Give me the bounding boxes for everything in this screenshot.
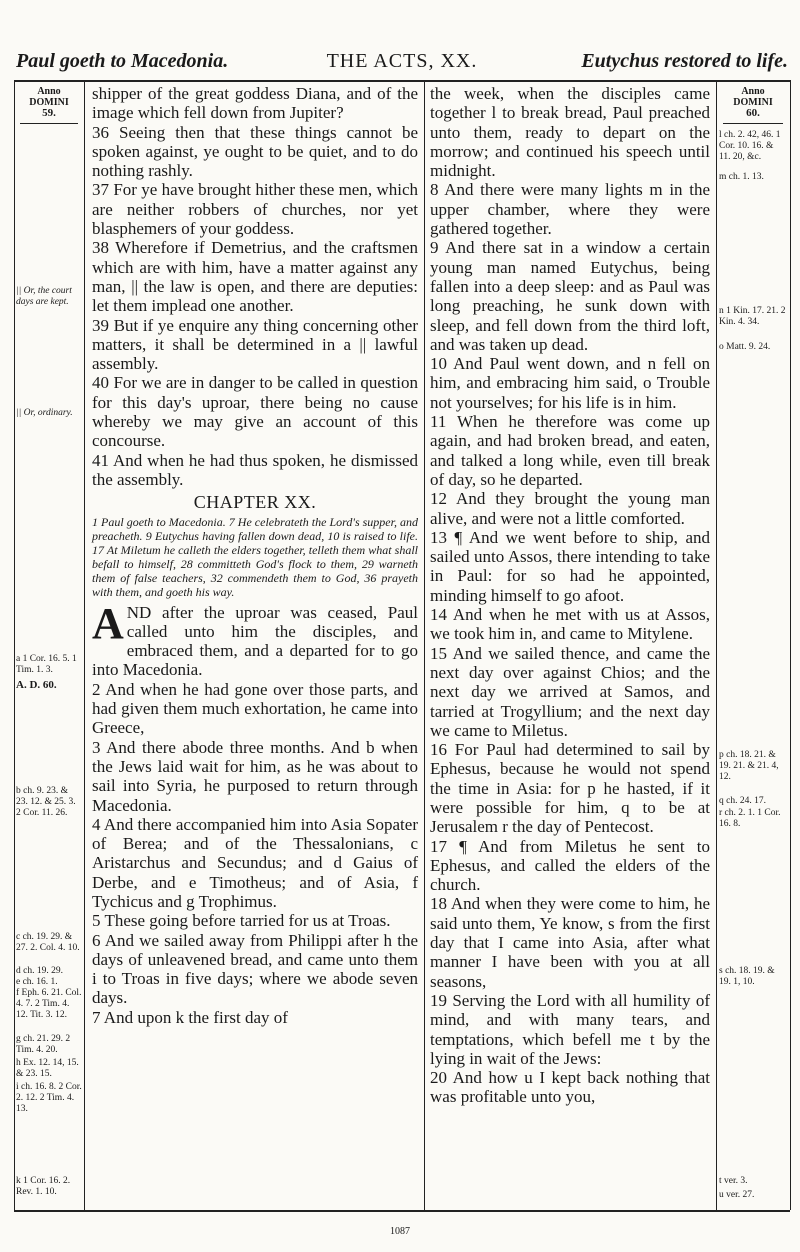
margin-note: c ch. 19. 29. & 27. 2. Col. 4. 10.	[16, 932, 80, 953]
margin-note: e ch. 16. 1.	[16, 977, 58, 987]
right-margin	[719, 86, 787, 1206]
left-border	[14, 80, 15, 1210]
verse: 10 And Paul went down, and n fell on him, and embracing him said, o Trouble not yourselves; for his life is in him.	[430, 354, 710, 412]
margin-note: l ch. 2. 42, 46. 1 Cor. 10. 16. & 11. 20, &c.	[719, 130, 781, 162]
verse: 3 And there abode three months. And b when the Jews laid wait for him, as he was about to sail into Syria, he purposed to return through Macedonia.	[92, 737, 418, 815]
verse: 15 And we sailed thence, and came the next day over against Chios; and the next day we arrived at Samos, and tarried at Trogyllium; and the next day we came to Miletus.	[430, 643, 710, 740]
margin-note: m ch. 1. 13.	[719, 172, 764, 182]
footer-rule	[14, 1210, 790, 1212]
verse: 11 When he therefore was come up again, and had broken bread, and eaten, and talked a long while, even till break of day, so he departed.	[430, 412, 710, 489]
margin-note: q ch. 24. 17.	[719, 796, 766, 806]
margin-note: p ch. 18. 21. & 19. 21. & 21. 4, 12.	[719, 750, 779, 782]
anno-year: 60.	[746, 107, 760, 119]
anno-domini-label: DOMINI	[29, 97, 69, 108]
margin-note: a 1 Cor. 16. 5. 1 Tim. 1. 3.	[16, 654, 77, 675]
verse: 13 ¶ And we went before to ship, and sailed unto Assos, there intending to take in Paul: for so had he appointed, minding himself to go afoot.	[430, 527, 710, 605]
margin-note: h Ex. 12. 14, 15. & 23. 15.	[16, 1058, 79, 1079]
verse: 5 These going before tarried for us at Troas.	[92, 911, 391, 931]
drop-cap: A	[92, 598, 124, 648]
verse: shipper of the great goddess Diana, and of the image which fell down from Jupiter?	[92, 84, 418, 123]
right-margin-divider	[716, 80, 717, 1210]
verse: 40 For we are in danger to be called in question for this day's uproar, there being no cause whereby we may give an account of this concourse.	[92, 373, 418, 451]
header-book-chapter: THE ACTS, XX.	[326, 50, 478, 72]
verse: 4 And there accompanied him into Asia Sopater of Berea; and of the Thessalonians, c Aristarchus and Secundus; and d Gaius of Derbe, and e Timotheus; and of Asia, f Tychicus and g Trophimus.	[92, 814, 418, 911]
verse: 2 And when he had gone over those parts, and had given them much exhortation, he came into Greece,	[92, 679, 418, 738]
verse: 16 For Paul had determined to sail by Ephesus, because he would not spend the time in Asia: for p he hasted, if it were possible for him, q to be at Jerusalem r the day of Pentecost.	[430, 740, 710, 837]
verse-1	[92, 598, 418, 680]
verse: 19 Serving the Lord with all humility of mind, and with many tears, and temptations, which befell me t by the lying in wait of the Jews:	[430, 990, 710, 1068]
anno-rule	[723, 123, 783, 124]
margin-note-date: A. D. 60.	[16, 679, 57, 691]
margin-note: i ch. 16. 8. 2 Cor. 2. 12. 2 Tim. 4. 13.	[16, 1082, 82, 1114]
anno-domini-label: DOMINI	[733, 97, 773, 108]
verse: 9 And there sat in a window a certain young man named Eutychus, being fallen into a deep sleep: and as Paul was long preaching, he sunk down with sleep, and fell down from the third loft, and was taken up dead.	[430, 238, 710, 354]
margin-note: s ch. 18. 19. & 19. 1, 10.	[719, 966, 775, 987]
verse: 12 And they brought the young man alive, and were not a little comforted.	[430, 489, 710, 528]
header-left-title: Paul goeth to Macedonia.	[16, 50, 229, 72]
verse: 38 Wherefore if Demetrius, and the craftsmen which are with him, have a matter against any man, || the law is open, and there are deputies: let them implead one another.	[92, 238, 418, 316]
verse: 39 But if ye enquire any thing concerning other matters, it shall be determined in a || lawful assembly.	[92, 315, 418, 374]
page-number: 1087	[390, 1226, 410, 1237]
text-column-right	[430, 84, 710, 1107]
verse: 37 For ye have brought hither these men, which are neither robbers of churches, nor yet blasphemers of your goddess.	[92, 180, 418, 239]
verse: 6 And we sailed away from Philippi after h the days of unleavened bread, and came unto them i to Troas in five days; where we abode seven days.	[92, 930, 418, 1008]
right-border	[790, 80, 791, 1210]
verse: 8 And there were many lights m in the upper chamber, where they were gathered together.	[430, 180, 710, 239]
margin-note: g ch. 21. 29. 2 Tim. 4. 20.	[16, 1034, 71, 1055]
verse-1-text: ND after the uproar was ceased, Paul called unto him the disciples, and embraced them, and a departed for to go into Macedonia.	[92, 602, 418, 680]
anno-rule	[20, 123, 78, 124]
margin-note: k 1 Cor. 16. 2. Rev. 1. 10.	[16, 1176, 71, 1197]
margin-note: r ch. 2. 1. 1 Cor. 16. 8.	[719, 808, 781, 829]
margin-note: f Eph. 6. 21. Col. 4. 7. 2 Tim. 4. 12. Tit. 3. 12.	[16, 988, 82, 1020]
margin-note: o Matt. 9. 24.	[719, 342, 771, 352]
column-divider	[424, 80, 425, 1210]
chapter-summary: 1 Paul goeth to Macedonia. 7 He celebrateth the Lord's supper, and preacheth. 9 Eutychus having fallen down dead, 10 is raised to life. 17 At Miletum he calleth the elders together, telleth them what shall befall to himself, 28 committeth God's flock to them, 29 warneth them of false teachers, 32 commendeth them to God, 36 prayeth with them, and goeth his way.	[92, 514, 418, 599]
verse: 18 And when they were come to him, he said unto them, Ye know, s from the first day that I came into Asia, after what manner I have been with you at all seasons,	[430, 894, 710, 991]
verse: 14 And when he met with us at Assos, we took him in, and came to Mitylene.	[430, 605, 710, 644]
margin-note: u ver. 27.	[719, 1190, 755, 1200]
verse: 41 And when he had thus spoken, he dismissed the assembly.	[92, 450, 418, 489]
anno-label: Anno	[741, 86, 765, 97]
verse: 7 And upon k the first day of	[92, 1007, 288, 1027]
margin-note: || Or, the court days are kept.	[16, 286, 72, 307]
anno-domini-right	[719, 86, 787, 124]
verse: 20 And how u I kept back nothing that was profitable unto you,	[430, 1068, 710, 1107]
margin-note: || Or, ordinary.	[16, 408, 73, 418]
verse: 36 Seeing then that these things cannot be spoken against, ye ought to be quiet, and to do nothing rashly.	[92, 122, 418, 181]
margin-note: d ch. 19. 29.	[16, 966, 63, 976]
left-margin	[16, 86, 82, 1206]
anno-domini-left	[16, 86, 82, 124]
verse: the week, when the disciples came together l to break bread, Paul preached unto them, ready to depart on the morrow; and continued his speech until midnight.	[430, 84, 710, 181]
margin-note: n 1 Kin. 17. 21. 2 Kin. 4. 34.	[719, 306, 786, 327]
left-margin-divider	[84, 80, 85, 1210]
chapter-heading: CHAPTER XX.	[193, 492, 317, 513]
header-rule	[14, 80, 790, 82]
header-right-title: Eutychus restored to life.	[581, 50, 788, 72]
margin-note: b ch. 9. 23. & 23. 12. & 25. 3. 2 Cor. 11. 26.	[16, 786, 76, 818]
anno-label: Anno	[37, 86, 61, 97]
margin-note: t ver. 3.	[719, 1176, 748, 1186]
anno-year: 59.	[42, 107, 56, 119]
verse: 17 ¶ And from Miletus he sent to Ephesus, and called the elders of the church.	[430, 836, 710, 895]
text-column-left	[92, 84, 418, 1027]
running-header	[14, 48, 790, 78]
